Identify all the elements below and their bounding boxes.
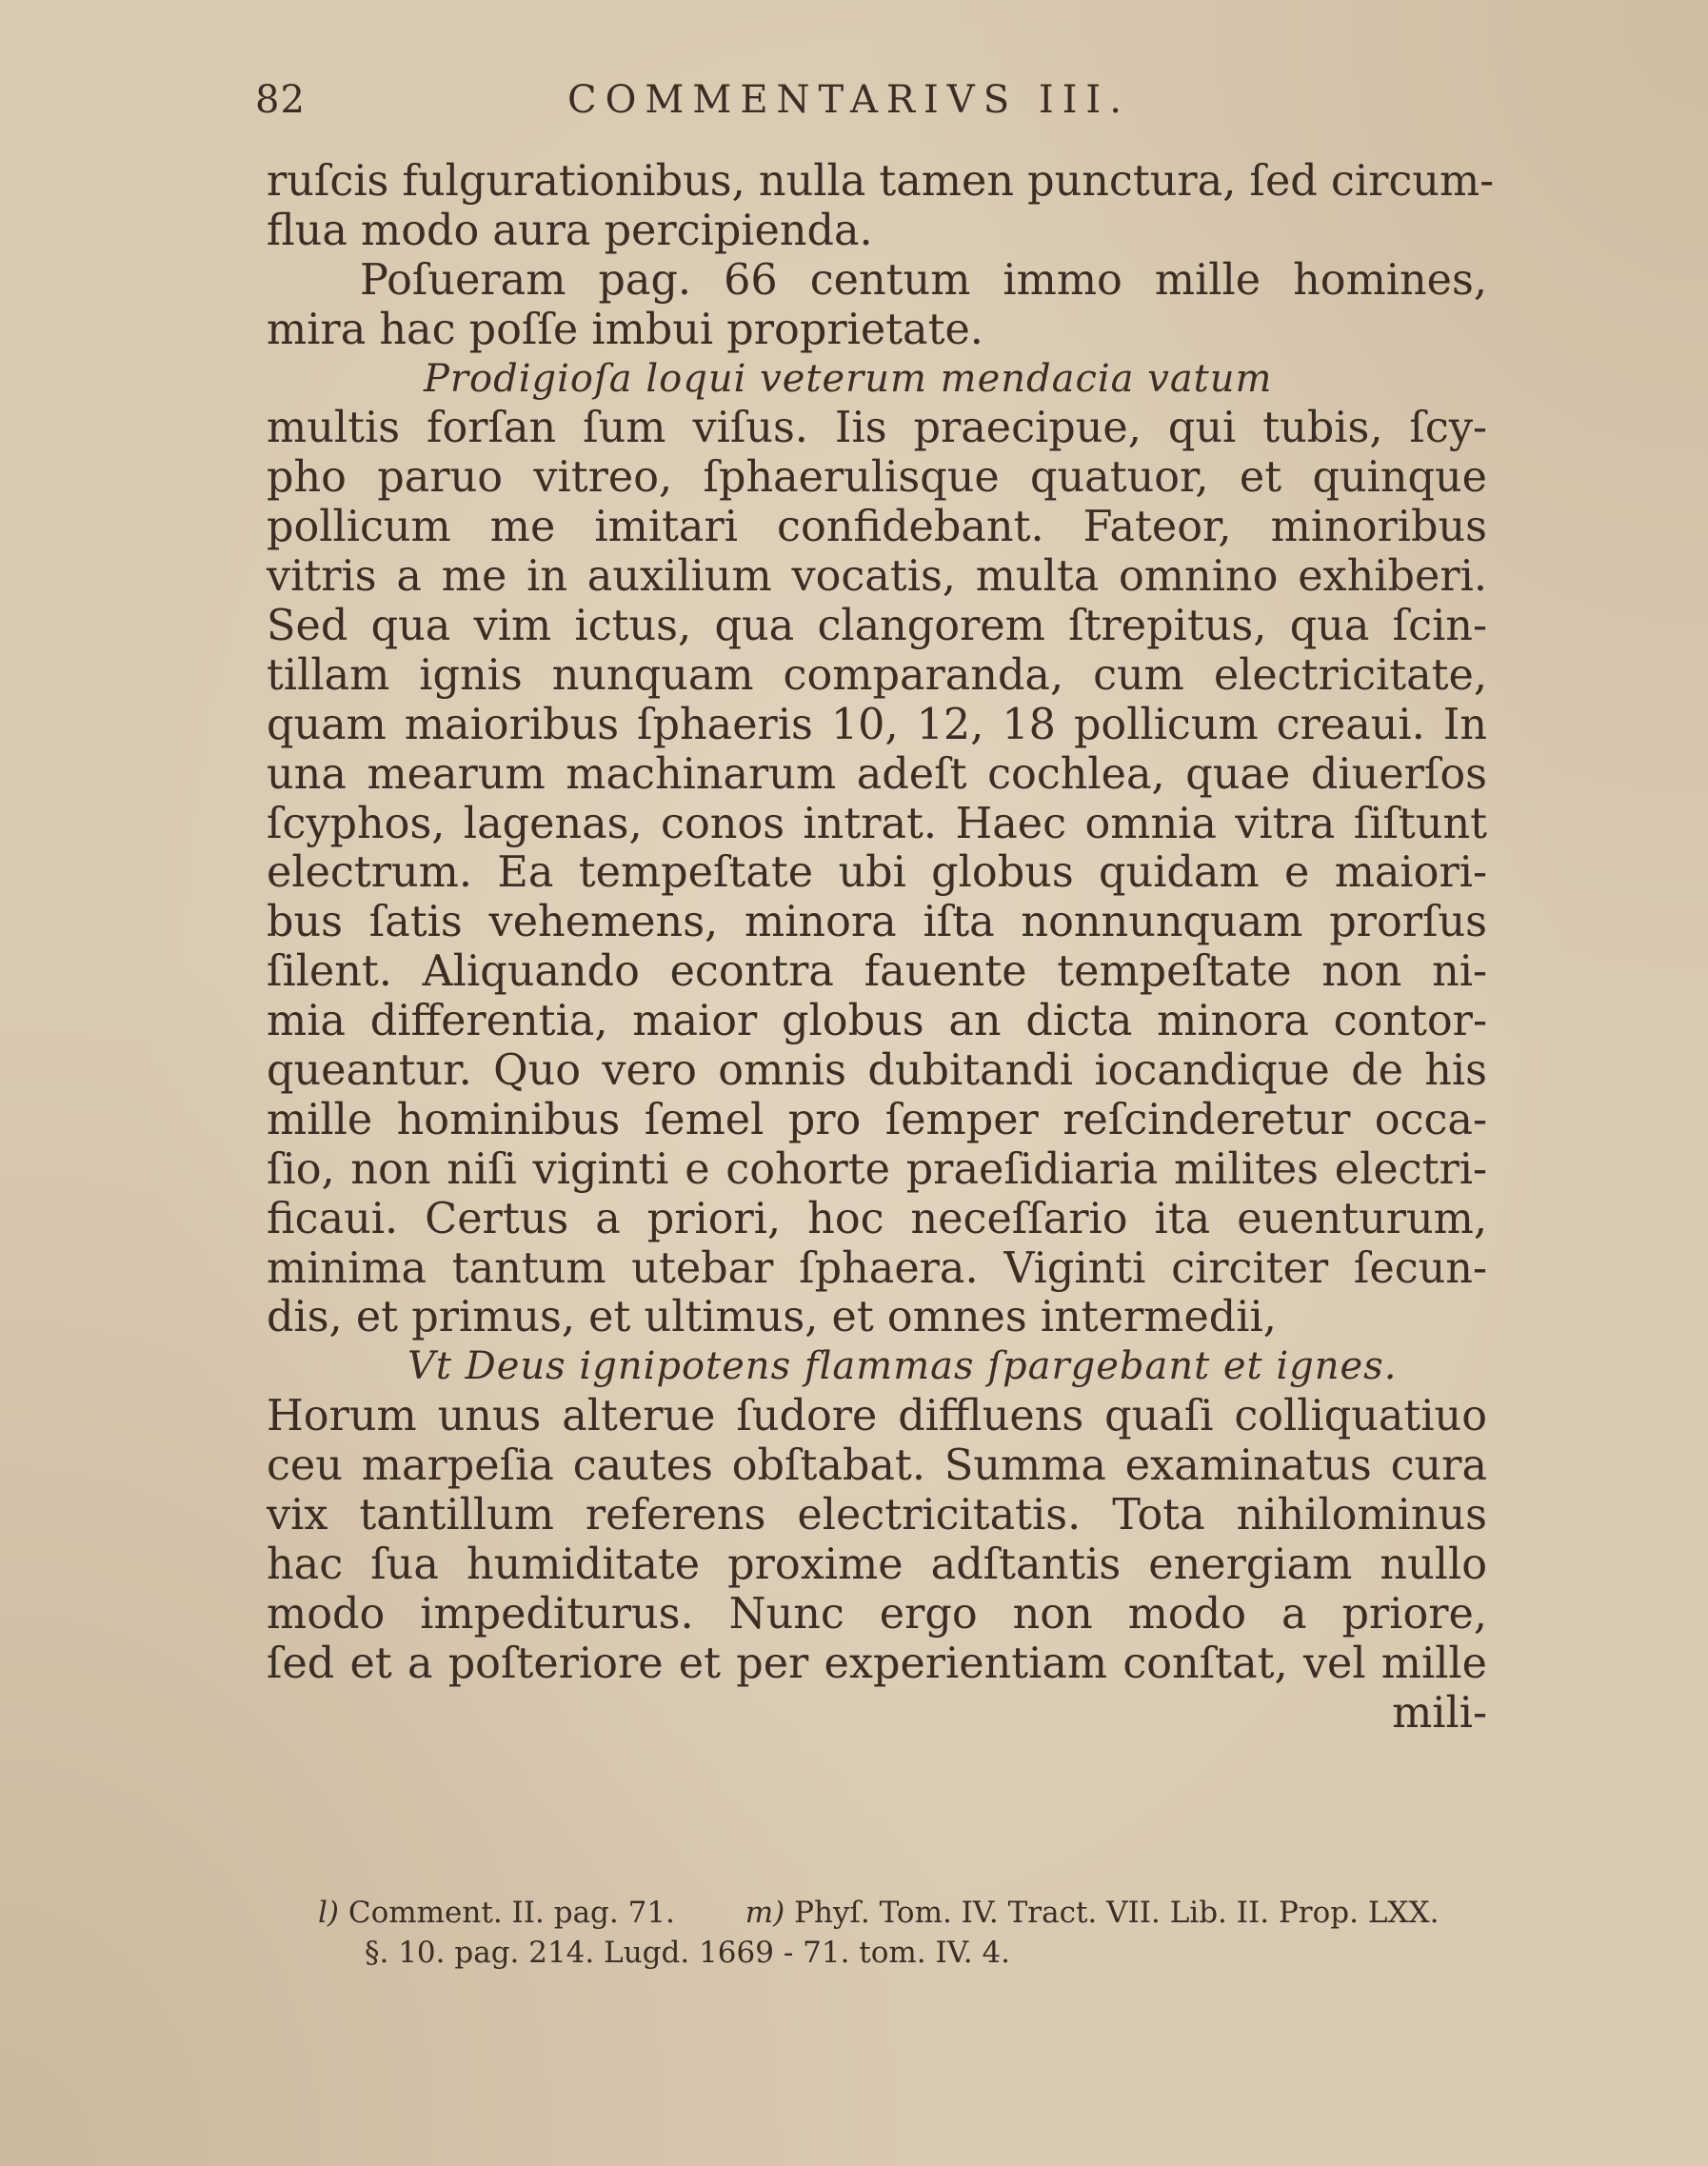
text-line: ſilent. Aliquando econtra fauente tempeſtate non ni-	[267, 947, 1487, 997]
page-header	[255, 78, 1493, 135]
text-line: mia differentia, maior globus an dicta minora contor-	[267, 997, 1487, 1046]
page-number: 82	[255, 78, 306, 122]
footnote-l-text: Comment. II. pag. 71.	[348, 1896, 675, 1930]
text-line: vix tantillum referens electricitatis. Tota nihilominus	[267, 1491, 1487, 1540]
text-line: multis forſan ſum viſus. Iis praecipue, qui tubis, ſcy-	[267, 404, 1487, 453]
running-title: COMMENTARIVS III.	[567, 78, 1130, 122]
footnote-line	[265, 1893, 1502, 1933]
text-line: modo impediturus. Nunc ergo non modo a priore,	[267, 1589, 1487, 1639]
text-line: flua modo aura percipienda.	[267, 206, 873, 255]
text-line: mille hominibus ſemel pro ſemper reſcinderetur occa-	[267, 1095, 1487, 1144]
text-line: dis, et primus, et ultimus, et omnes intermedii,	[267, 1293, 1277, 1342]
text-line: bus ſatis vehemens, minora iſta nonnunquam prorſus	[267, 898, 1487, 947]
footnote-m-continuation: §. 10. pag. 214. Lugd. 1669 - 71. tom. IV. 4.	[365, 1936, 1011, 1970]
text-line: ficaui. Certus a priori, hoc neceſſario ita euenturum,	[267, 1194, 1487, 1243]
text-line: quam maioribus ſphaeris 10, 12, 18 pollicum creaui. In	[267, 700, 1487, 749]
verse-quote: Vt Deus ignipotens flammas ſpargebant et ignes.	[407, 1344, 1398, 1389]
text-line: minima tantum utebar ſphaera. Viginti circiter ſecun-	[267, 1243, 1487, 1293]
text-line: electrum. Ea tempeſtate ubi globus quidam e maiori-	[267, 848, 1487, 898]
text-line: ſcyphos, lagenas, conos intrat. Haec omnia vitra ſiſtunt	[267, 799, 1487, 848]
text-line: queantur. Quo vero omnis dubitandi iocandique de his	[267, 1046, 1487, 1096]
text-line: Horum unus alterue ſudore diffluens quaſi colliquatiuo	[267, 1392, 1487, 1441]
text-line: tillam ignis nunquam comparanda, cum electricitate,	[267, 650, 1487, 700]
text-line: Poſueram pag. 66 centum immo mille homines,	[360, 255, 1487, 305]
text-line: hac ſua humiditate proxime adſtantis energiam nullo	[267, 1540, 1487, 1589]
text-line: ſio, non niſi viginti e cohorte praeſidiaria milites electri-	[267, 1144, 1487, 1194]
footnote-marker-l: l)	[318, 1896, 340, 1930]
text-line: una mearum machinarum adeſt cochlea, quae diuerſos	[267, 749, 1487, 799]
text-line: mira hac poſſe imbui proprietate.	[267, 305, 983, 354]
footnote-marker-m: m)	[745, 1896, 785, 1930]
text-line: pho paruo vitreo, ſphaerulisque quatuor, et quinque	[267, 453, 1487, 503]
text-line: ceu marpeſia cautes obſtabat. Summa examinatus cura	[267, 1441, 1487, 1491]
text-line: ruſcis fulgurationibus, nulla tamen punctura, ſed circum-	[267, 157, 1495, 206]
main-text	[267, 157, 1495, 1739]
text-line: ſed et a poſteriore et per experientiam conſtat, vel mille	[267, 1639, 1487, 1688]
text-line: Sed qua vim ictus, qua clangorem ſtrepitus, qua ſcin-	[267, 602, 1487, 651]
footnote-m-text: Phyſ. Tom. IV. Tract. VII. Lib. II. Prop. LXX.	[794, 1896, 1440, 1930]
text-line: vitris a me in auxilium vocatis, multa omnino exhiberi.	[267, 552, 1487, 602]
text-line: pollicum me imitari confidebant. Fateor, minoribus	[267, 503, 1487, 552]
catchword: mili-	[1392, 1688, 1487, 1738]
footnotes	[265, 1893, 1502, 1973]
verse-quote: Prodigioſa loqui veterum mendacia vatum	[424, 356, 1273, 401]
